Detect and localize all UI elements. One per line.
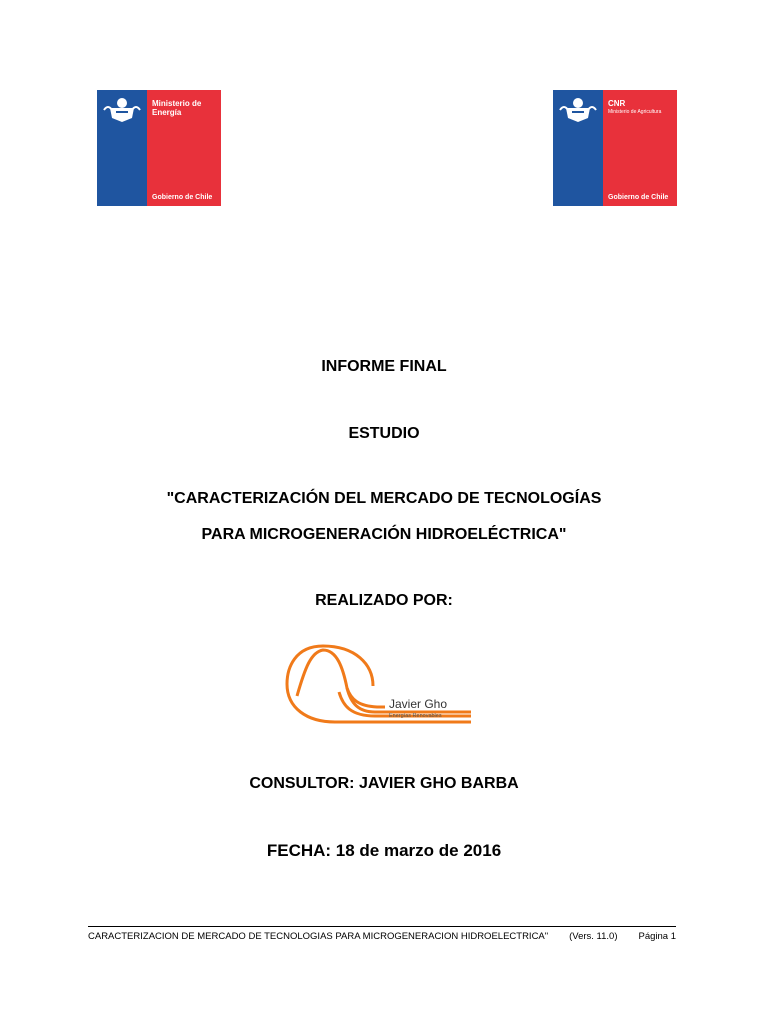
- gov-blue-panel: [97, 90, 147, 206]
- cnr-name: CNR: [608, 99, 626, 108]
- logo-name: Javier Gho: [389, 697, 448, 711]
- title-line-2: PARA MICROGENERACIÓN HIDROELÉCTRICA": [201, 526, 567, 543]
- consultant-label: CONSULTOR: JAVIER GHO BARBA: [249, 775, 519, 792]
- gobierno-label: Gobierno de Chile: [152, 194, 213, 201]
- javier-gho-logo: [285, 638, 473, 730]
- gov-red-panel: [603, 90, 677, 206]
- gov-blue-panel: [553, 90, 603, 206]
- ministerio-energia-logo: [97, 90, 221, 206]
- page-footer: [88, 931, 676, 942]
- title-line-1: "CARACTERIZACIÓN DEL MERCADO DE TECNOLOGÍAS: [166, 490, 602, 507]
- cnr-logo: [553, 90, 677, 206]
- report-type: INFORME FINAL: [321, 358, 447, 375]
- logo-tagline: Energías Renovables: [389, 713, 442, 719]
- gov-red-panel: [147, 90, 221, 206]
- footer-version: (Vers. 11.0): [569, 931, 618, 942]
- cnr-subtitle: Ministerio de Agricultura: [608, 109, 662, 115]
- gobierno-label: Gobierno de Chile: [608, 194, 669, 201]
- study-label: ESTUDIO: [348, 425, 420, 442]
- ministry-name: Ministerio de Energía: [152, 99, 202, 117]
- footer-divider: [88, 926, 676, 927]
- made-by-label: REALIZADO POR:: [315, 592, 453, 609]
- coat-of-arms-icon: [102, 94, 142, 124]
- date-label: FECHA: 18 de marzo de 2016: [266, 841, 502, 860]
- coat-of-arms-icon: [558, 94, 598, 124]
- footer-page: Página 1: [638, 931, 676, 942]
- footer-title: CARACTERIZACION DE MERCADO DE TECNOLOGIAS PARA MICROGENERACION HIDROELECTRICA": [88, 931, 549, 942]
